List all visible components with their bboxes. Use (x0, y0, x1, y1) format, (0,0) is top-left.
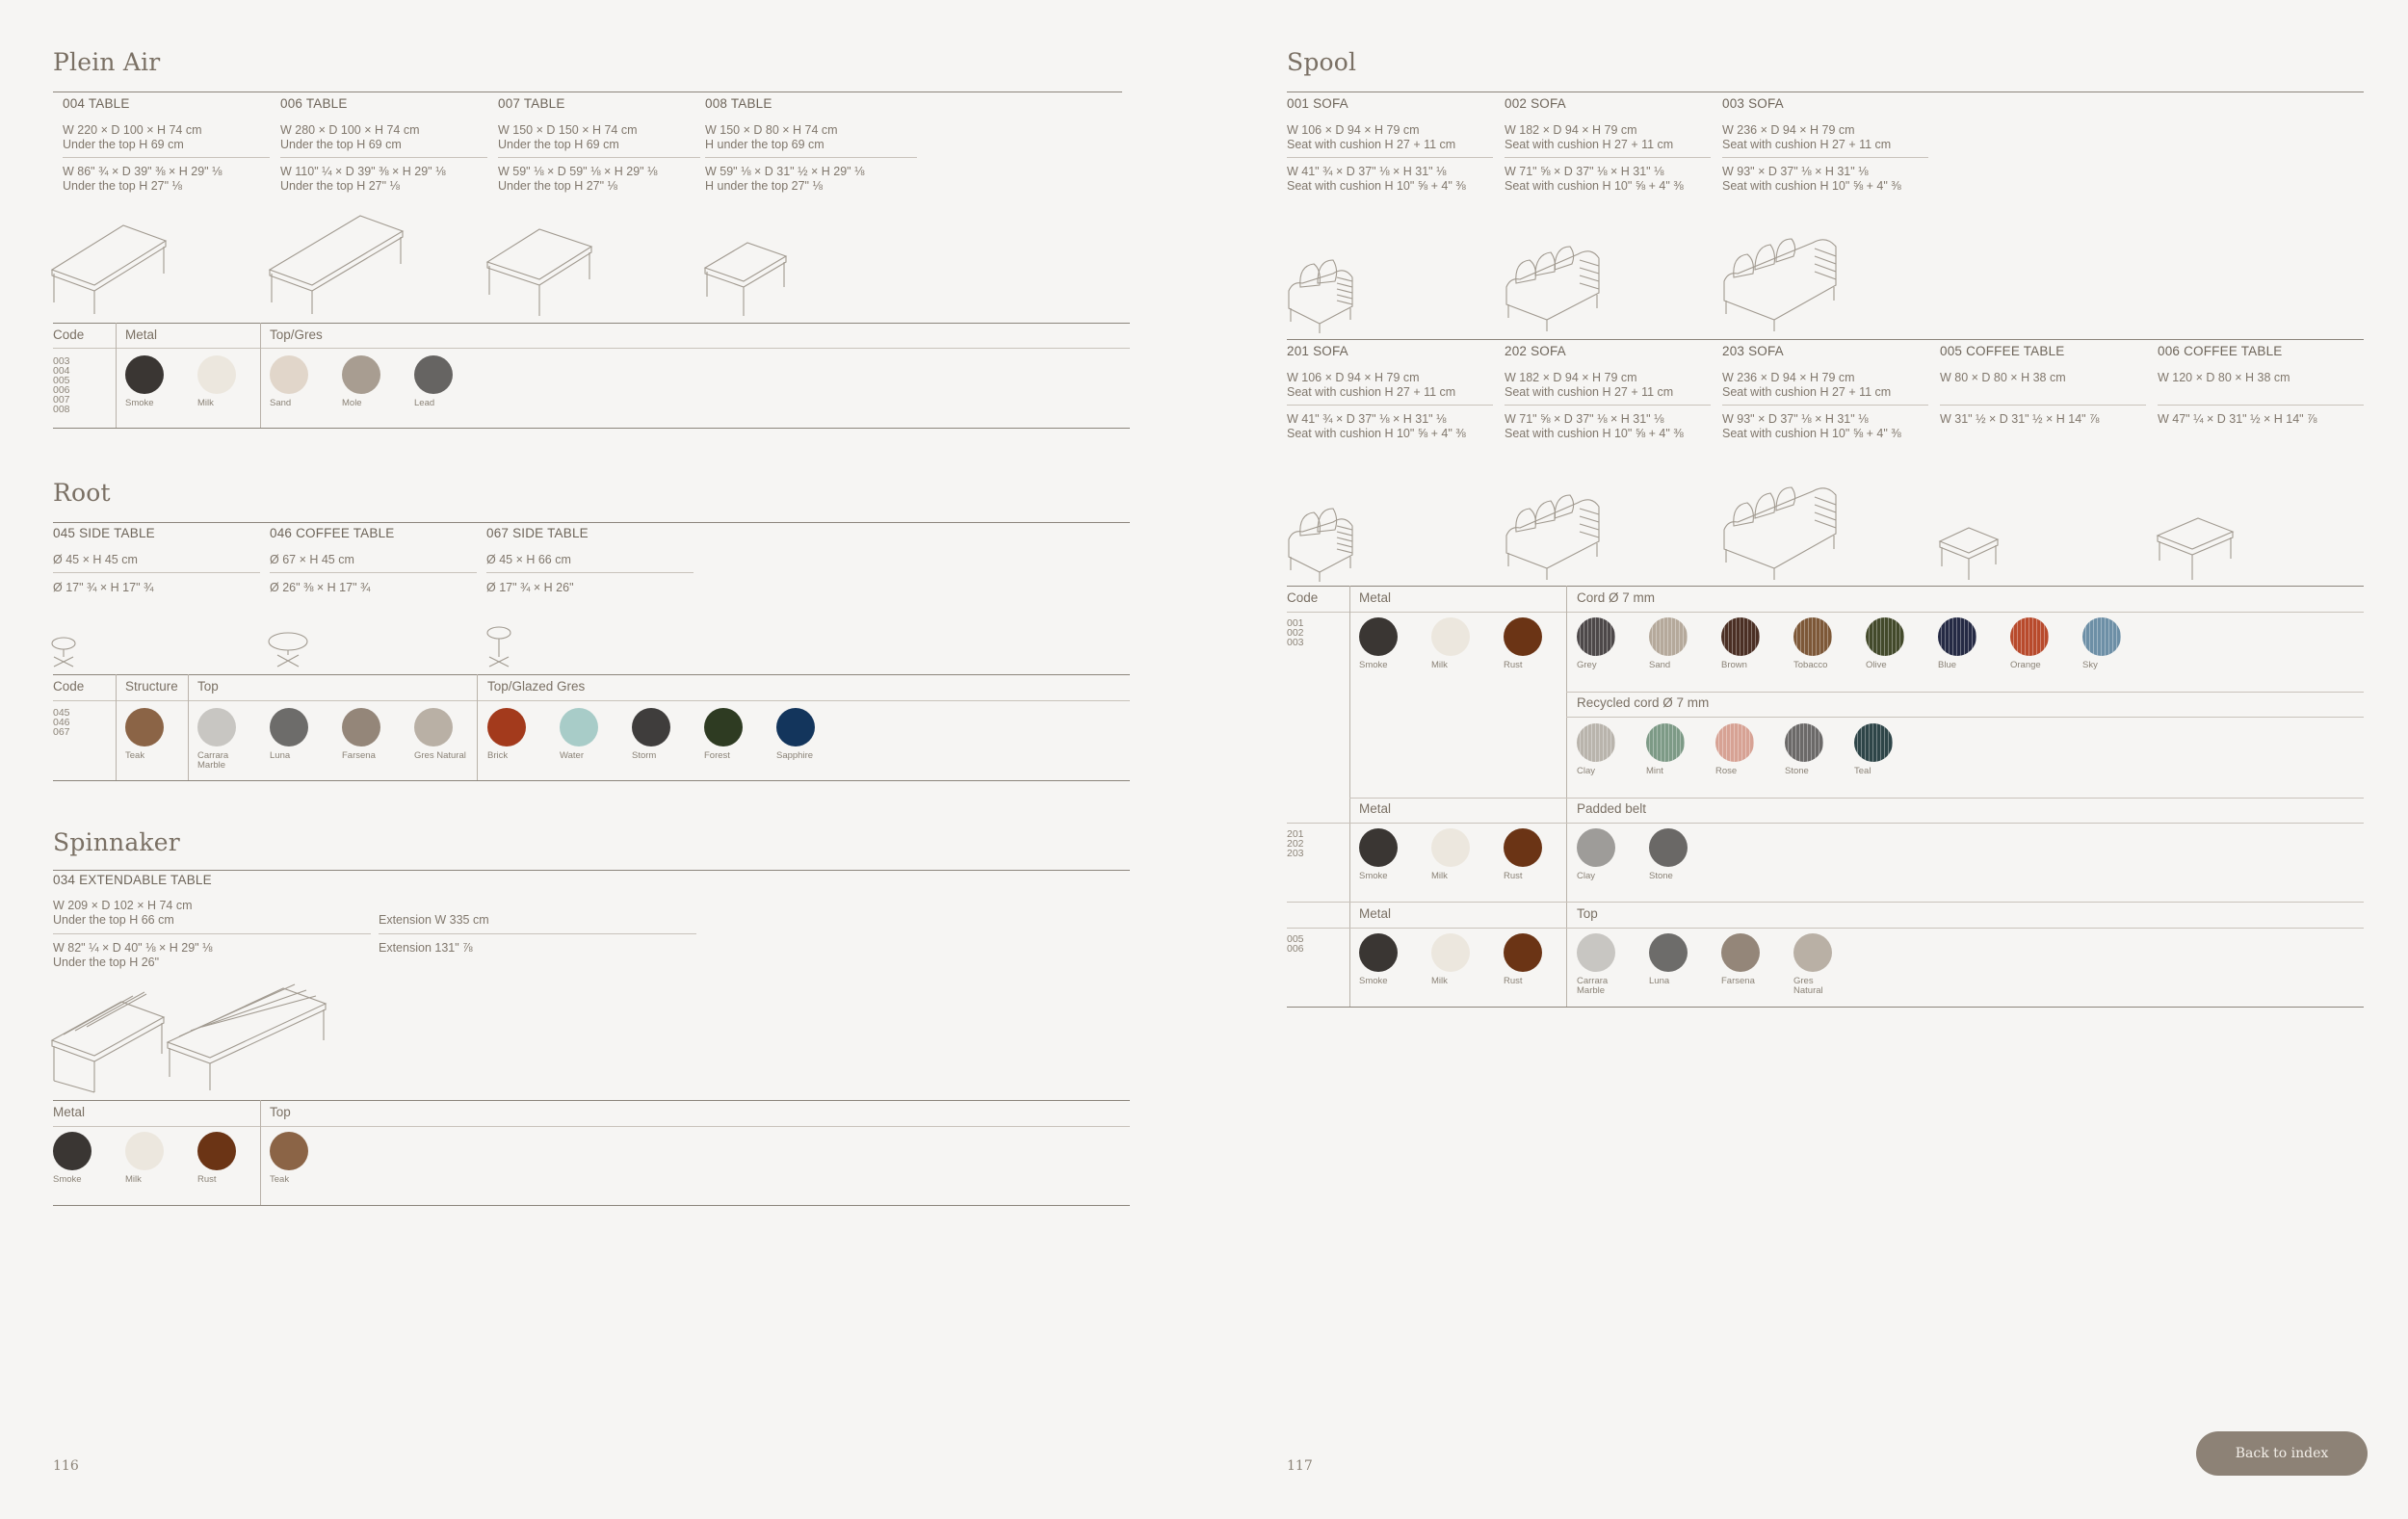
swatch-color (1431, 933, 1470, 972)
divider (1287, 339, 2364, 340)
swatch-name: Orange (2010, 660, 2041, 670)
swatch-name: Tobacco (1793, 660, 1828, 670)
divider (53, 870, 1130, 871)
product-dimensions-cm: W 236 × D 94 × H 79 cm Seat with cushion H 27 + 11 cm (1722, 123, 1892, 151)
product-name: 067 SIDE TABLE (486, 526, 589, 540)
finish-swatch (1649, 933, 1726, 986)
product-name: 202 SOFA (1505, 344, 1566, 358)
swatch-color (1359, 828, 1398, 867)
product-dimensions-cm: W 182 × D 94 × H 79 cm Seat with cushion H 27 + 11 cm (1505, 371, 1674, 399)
finish-header-metal: Metal (1359, 801, 1392, 816)
swatch-color (1504, 617, 1542, 656)
product-dimensions-in: W 59" ⅛ × D 31" ½ × H 29" ⅛ H under the top 27" ⅛ (705, 165, 865, 193)
swatch-color (1577, 828, 1615, 867)
swatch-name: Clay (1577, 766, 1596, 776)
finish-codes: 045 046 067 (53, 707, 70, 738)
swatch-color (1649, 617, 1688, 656)
swatch-color (704, 708, 743, 746)
finish-header-code: Code (53, 327, 85, 342)
finish-swatch (487, 708, 564, 761)
swatch-name: Sand (270, 398, 292, 408)
swatch-color (197, 1132, 236, 1170)
swatch-color (1715, 723, 1754, 762)
swatch-color (270, 355, 308, 394)
product-dimensions-in: W 71" ⅝ × D 37" ⅛ × H 31" ⅛ Seat with cushion H 10" ⅝ + 4" ⅜ (1505, 412, 1684, 440)
swatch-name: Stone (1649, 871, 1673, 881)
product-name: 006 COFFEE TABLE (2158, 344, 2283, 358)
swatch-color (1649, 828, 1688, 867)
swatch-name: Mint (1646, 766, 1663, 776)
finish-swatch (414, 355, 491, 408)
swatch-name: Farsena (342, 750, 376, 761)
finish-swatch (1866, 617, 1943, 670)
product-dimensions-in: Ø 17" ¾ × H 26" (486, 581, 574, 594)
swatch-color (1866, 617, 1904, 656)
product-dimensions-in: W 41" ¾ × D 37" ⅛ × H 31" ⅛ Seat with cushion H 10" ⅝ + 4" ⅜ (1287, 165, 1466, 193)
swatch-name: Smoke (1359, 976, 1388, 986)
swatch-name: Clay (1577, 871, 1596, 881)
finish-swatch (1504, 617, 1581, 670)
finish-swatch (197, 708, 275, 771)
finish-swatch (1577, 617, 1654, 670)
product-dimensions-cm: W 236 × D 94 × H 79 cm Seat with cushion H 27 + 11 cm (1722, 371, 1892, 399)
swatch-color (1938, 617, 1976, 656)
swatch-color (1577, 723, 1615, 762)
divider (53, 1100, 1130, 1101)
finish-swatch (1577, 723, 1654, 776)
product-dimensions-cm: W 120 × D 80 × H 38 cm (2158, 371, 2290, 384)
swatch-name: Rust (1504, 871, 1523, 881)
swatch-color (1577, 617, 1615, 656)
sofa-002-illustration (1503, 237, 1605, 333)
swatch-name: Stone (1785, 766, 1809, 776)
swatch-color (487, 708, 526, 746)
side-table-067-illustration (485, 626, 514, 670)
swatch-color (125, 708, 164, 746)
swatch-color (632, 708, 670, 746)
product-dimensions-in: W 31" ½ × D 31" ½ × H 14" ⅞ (1940, 412, 2100, 426)
swatch-name: Teak (125, 750, 145, 761)
product-dimensions-cm: W 150 × D 80 × H 74 cm H under the top 69 cm (705, 123, 838, 151)
divider (1722, 157, 1928, 158)
divider (486, 572, 694, 573)
section-title-plein-air: Plein Air (53, 48, 161, 76)
swatch-name: Luna (270, 750, 291, 761)
swatch-color (1793, 617, 1832, 656)
divider (53, 1205, 1130, 1206)
finish-header-top: Top (1577, 906, 1598, 921)
finish-header-recycled-cord: Recycled cord Ø 7 mm (1577, 695, 1710, 710)
swatch-color (125, 355, 164, 394)
divider (53, 323, 1130, 324)
finish-header-metal: Metal (1359, 590, 1392, 605)
swatch-name: Sapphire (776, 750, 814, 761)
swatch-name: Storm (632, 750, 657, 761)
finish-swatch (1938, 617, 2015, 670)
finish-swatch (560, 708, 637, 761)
swatch-color (1431, 617, 1470, 656)
sofa-203-illustration (1720, 476, 1842, 582)
back-to-index-button[interactable]: Back to index (2196, 1431, 2368, 1476)
product-dimensions-cm: W 209 × D 102 × H 74 cm Under the top H 66 cm (53, 899, 193, 927)
finish-swatch (1359, 828, 1436, 881)
swatch-color (2082, 617, 2121, 656)
swatch-name: Milk (1431, 976, 1448, 986)
swatch-color (414, 708, 453, 746)
swatch-name: Sky (2082, 660, 2098, 670)
swatch-name: Smoke (53, 1174, 82, 1185)
swatch-name: Forest (704, 750, 730, 761)
divider (1940, 405, 2146, 406)
divider (280, 157, 487, 158)
swatch-color (1721, 617, 1760, 656)
swatch-color (1649, 933, 1688, 972)
swatch-name: Milk (1431, 660, 1448, 670)
finish-swatch (197, 355, 275, 408)
swatch-color (1646, 723, 1685, 762)
finish-header-code: Code (53, 679, 85, 694)
finish-header-metal: Metal (1359, 906, 1392, 921)
swatch-name: Milk (125, 1174, 142, 1185)
product-dimensions-cm: W 106 × D 94 × H 79 cm Seat with cushion H 27 + 11 cm (1287, 123, 1456, 151)
divider (1287, 612, 2364, 613)
finish-swatch (1649, 828, 1726, 881)
swatch-color (270, 1132, 308, 1170)
finish-swatch (1577, 933, 1654, 996)
swatch-name: Smoke (1359, 871, 1388, 881)
swatch-color (776, 708, 815, 746)
finish-header-metal: Metal (53, 1105, 86, 1119)
finish-swatch (270, 1132, 347, 1185)
column-divider (116, 674, 117, 780)
product-name: 203 SOFA (1722, 344, 1784, 358)
swatch-name: Rose (1715, 766, 1738, 776)
finish-swatch (342, 708, 419, 761)
product-name: 034 EXTENDABLE TABLE (53, 873, 212, 887)
finish-codes: 001 002 003 (1287, 617, 1304, 648)
product-name: 201 SOFA (1287, 344, 1348, 358)
swatch-name: Rust (1504, 660, 1523, 670)
finish-swatch (632, 708, 709, 761)
swatch-name: Smoke (1359, 660, 1388, 670)
section-title-spool: Spool (1287, 48, 1357, 76)
finish-swatch (2010, 617, 2087, 670)
divider (1287, 586, 2364, 587)
finish-swatch (342, 355, 419, 408)
product-dimensions-cm: W 80 × D 80 × H 38 cm (1940, 371, 2066, 384)
product-dimensions-cm: W 150 × D 150 × H 74 cm Under the top H 69 cm (498, 123, 638, 151)
product-dimensions-in: W 110" ¼ × D 39" ⅜ × H 29" ⅛ Under the top H 27" ⅛ (280, 165, 446, 193)
finish-swatch (1721, 933, 1798, 986)
divider (498, 157, 700, 158)
product-dimensions-cm: Ø 67 × H 45 cm (270, 553, 354, 566)
finish-swatch (1854, 723, 1931, 776)
finish-swatch (1646, 723, 1723, 776)
finish-swatch (1785, 723, 1862, 776)
product-name: 002 SOFA (1505, 96, 1566, 111)
product-name: 046 COFFEE TABLE (270, 526, 395, 540)
swatch-name: Teak (270, 1174, 290, 1185)
product-dimensions-cm: W 106 × D 94 × H 79 cm Seat with cushion H 27 + 11 cm (1287, 371, 1456, 399)
divider (705, 157, 917, 158)
product-name: 003 SOFA (1722, 96, 1784, 111)
extension-in: Extension 131" ⅞ (379, 941, 473, 955)
divider (1349, 798, 2364, 799)
column-divider (1349, 586, 1350, 1007)
finish-swatch (1359, 933, 1436, 986)
finish-swatch (1359, 617, 1436, 670)
product-name: 005 COFFEE TABLE (1940, 344, 2065, 358)
product-dimensions-in: W 93" × D 37" ⅛ × H 31" ⅛ Seat with cushion H 10" ⅝ + 4" ⅜ (1722, 412, 1901, 440)
finish-header-top: Top/Gres (270, 327, 323, 342)
finish-swatch (1793, 617, 1871, 670)
divider (53, 522, 1130, 523)
finish-swatch (1721, 617, 1798, 670)
finish-header-code: Code (1287, 590, 1319, 605)
swatch-color (125, 1132, 164, 1170)
swatch-name: Olive (1866, 660, 1887, 670)
swatch-name: Sand (1649, 660, 1671, 670)
divider (1505, 405, 1711, 406)
product-dimensions-cm: W 280 × D 100 × H 74 cm Under the top H 69 cm (280, 123, 420, 151)
swatch-color (1854, 723, 1893, 762)
swatch-color (1721, 933, 1760, 972)
swatch-color (414, 355, 453, 394)
divider (2158, 405, 2364, 406)
product-name: 001 SOFA (1287, 96, 1348, 111)
product-dimensions-cm: Ø 45 × H 66 cm (486, 553, 571, 566)
divider (1566, 717, 2364, 718)
sofa-202-illustration (1503, 485, 1605, 582)
product-dimensions-in: W 41" ¾ × D 37" ⅛ × H 31" ⅛ Seat with cushion H 10" ⅝ + 4" ⅜ (1287, 412, 1466, 440)
divider (270, 572, 477, 573)
swatch-color (1785, 723, 1823, 762)
swatch-name: Teal (1854, 766, 1871, 776)
section-title-root: Root (53, 479, 111, 507)
swatch-name: Carrara Marble (1577, 976, 1609, 996)
swatch-name: Gres Natural (1793, 976, 1823, 996)
finish-header-structure: Structure (125, 679, 178, 694)
finish-header-top: Top (270, 1105, 291, 1119)
finish-codes: 003 004 005 006 007 008 (53, 355, 70, 415)
finish-header-cord: Cord Ø 7 mm (1577, 590, 1656, 605)
finish-swatch (1793, 933, 1871, 996)
product-dimensions-in: W 59" ⅛ × D 59" ⅛ × H 29" ⅛ Under the top H 27" ⅛ (498, 165, 658, 193)
swatch-name: Mole (342, 398, 362, 408)
product-dimensions-in: Ø 26" ⅜ × H 17" ¾ (270, 581, 371, 594)
page-number-right: 117 (1287, 1458, 1313, 1474)
swatch-name: Smoke (125, 398, 154, 408)
divider (63, 157, 270, 158)
swatch-color (1359, 617, 1398, 656)
sofa-001-illustration (1285, 252, 1358, 333)
coffee-table-046-illustration (268, 632, 310, 670)
divider (53, 428, 1130, 429)
finish-header-padded-belt: Padded belt (1577, 801, 1647, 816)
finish-swatch (270, 355, 347, 408)
divider (53, 933, 371, 934)
extendable-table-extended-illustration (166, 984, 329, 1092)
swatch-name: Brick (487, 750, 509, 761)
divider (53, 700, 1130, 701)
swatch-name: Farsena (1721, 976, 1755, 986)
divider (1287, 928, 2364, 929)
swatch-color (53, 1132, 92, 1170)
swatch-name: Gres Natural (414, 750, 466, 761)
product-dimensions-cm: W 220 × D 100 × H 74 cm Under the top H 69 cm (63, 123, 202, 151)
swatch-name: Lead (414, 398, 435, 408)
swatch-name: Carrara Marble (197, 750, 229, 771)
coffee-table-006-illustration (2156, 516, 2237, 582)
divider (53, 572, 260, 573)
finish-swatch (270, 708, 347, 761)
divider (53, 674, 1130, 675)
finish-swatch (1431, 617, 1508, 670)
finish-header-top: Top (197, 679, 219, 694)
finish-swatch (776, 708, 853, 761)
divider (1287, 157, 1493, 158)
swatch-name: Rust (197, 1174, 217, 1185)
side-table-045-illustration (50, 636, 79, 670)
product-name: 008 TABLE (705, 96, 772, 111)
product-dimensions-in: W 47" ¼ × D 31" ½ × H 14" ⅞ (2158, 412, 2317, 426)
product-dimensions-cm: W 182 × D 94 × H 79 cm Seat with cushion H 27 + 11 cm (1505, 123, 1674, 151)
swatch-name: Grey (1577, 660, 1597, 670)
finish-swatch (2082, 617, 2159, 670)
swatch-color (1504, 933, 1542, 972)
divider (379, 933, 696, 934)
product-dimensions-in: W 82" ¼ × D 40" ⅛ × H 29" ⅛ Under the top H 26" (53, 941, 213, 969)
swatch-name: Rust (1504, 976, 1523, 986)
finish-swatch (125, 708, 202, 761)
sofa-201-illustration (1285, 501, 1358, 582)
divider (1287, 405, 1493, 406)
divider (1287, 1007, 2364, 1008)
finish-swatch (125, 355, 202, 408)
table-007-illustration (485, 225, 596, 318)
divider (53, 348, 1130, 349)
swatch-name: Brown (1721, 660, 1747, 670)
coffee-table-005-illustration (1938, 526, 2002, 582)
finish-codes: 201 202 203 (1287, 828, 1304, 859)
finish-swatch (197, 1132, 275, 1185)
finish-codes: 005 006 (1287, 933, 1304, 955)
swatch-color (560, 708, 598, 746)
swatch-name: Milk (1431, 871, 1448, 881)
extension-cm: Extension W 335 cm (379, 913, 489, 927)
divider (1287, 823, 2364, 824)
finish-swatch (1715, 723, 1793, 776)
product-name: 004 TABLE (63, 96, 130, 111)
swatch-name: Milk (197, 398, 214, 408)
swatch-color (2010, 617, 2049, 656)
table-008-illustration (703, 239, 790, 320)
divider (53, 780, 1130, 781)
swatch-color (342, 355, 380, 394)
swatch-color (270, 708, 308, 746)
product-name: 007 TABLE (498, 96, 565, 111)
swatch-color (1431, 828, 1470, 867)
finish-header-glazed: Top/Glazed Gres (487, 679, 586, 694)
finish-swatch (1504, 828, 1581, 881)
sofa-003-illustration (1720, 227, 1842, 333)
finish-swatch (1577, 828, 1654, 881)
product-dimensions-cm: Ø 45 × H 45 cm (53, 553, 138, 566)
divider (1722, 405, 1928, 406)
finish-swatch (1431, 828, 1508, 881)
table-004-illustration (50, 220, 170, 316)
divider (53, 1126, 1130, 1127)
divider (1566, 692, 2364, 693)
swatch-color (1793, 933, 1832, 972)
product-name: 045 SIDE TABLE (53, 526, 155, 540)
table-006-illustration (268, 212, 407, 316)
swatch-color (342, 708, 380, 746)
finish-swatch (414, 708, 491, 761)
swatch-color (1577, 933, 1615, 972)
product-dimensions-in: W 93" × D 37" ⅛ × H 31" ⅛ Seat with cushion H 10" ⅝ + 4" ⅜ (1722, 165, 1901, 193)
swatch-color (1359, 933, 1398, 972)
divider (1287, 902, 2364, 903)
finish-swatch (1431, 933, 1508, 986)
page-number-left: 116 (53, 1458, 79, 1474)
swatch-name: Water (560, 750, 584, 761)
finish-swatch (125, 1132, 202, 1185)
swatch-name: Luna (1649, 976, 1670, 986)
finish-swatch (53, 1132, 130, 1185)
product-name: 006 TABLE (280, 96, 348, 111)
finish-swatch (1649, 617, 1726, 670)
swatch-color (197, 355, 236, 394)
finish-swatch (1504, 933, 1581, 986)
divider (1505, 157, 1711, 158)
finish-header-metal: Metal (125, 327, 158, 342)
swatch-name: Blue (1938, 660, 1957, 670)
finish-swatch (704, 708, 781, 761)
column-divider (116, 323, 117, 429)
swatch-color (1504, 828, 1542, 867)
swatch-color (197, 708, 236, 746)
product-dimensions-in: W 86" ¾ × D 39" ⅜ × H 29" ⅛ Under the top H 27" ⅛ (63, 165, 222, 193)
extendable-table-illustration (50, 992, 166, 1094)
section-title-spinnaker: Spinnaker (53, 828, 180, 856)
product-dimensions-in: Ø 17" ¾ × H 17" ¾ (53, 581, 154, 594)
product-dimensions-in: W 71" ⅝ × D 37" ⅛ × H 31" ⅛ Seat with cushion H 10" ⅝ + 4" ⅜ (1505, 165, 1684, 193)
